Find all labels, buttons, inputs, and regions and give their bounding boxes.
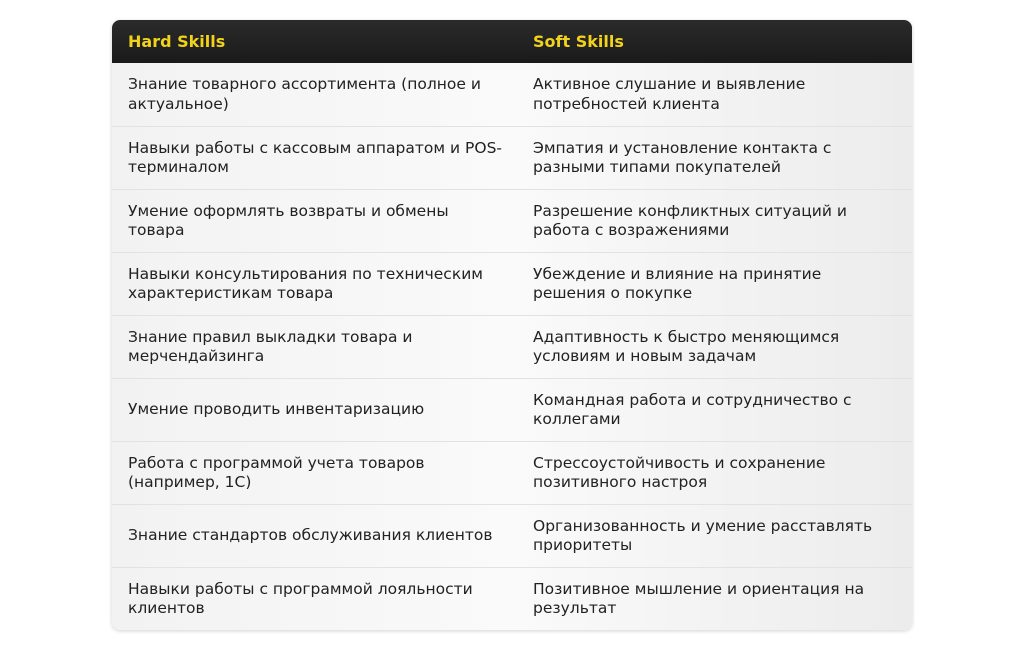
table-header	[112, 20, 912, 63]
hard-skill-cell: Знание стандартов обслуживания клиентов	[128, 526, 493, 545]
table-row	[112, 504, 912, 567]
table-row	[112, 63, 912, 126]
table-row	[112, 378, 912, 441]
header-hard-skills: Hard Skills	[128, 32, 226, 51]
table-row	[112, 126, 912, 189]
soft-skill-cell: Активное слушание и выявление потребностей клиента	[533, 75, 806, 113]
skills-table	[112, 20, 912, 630]
hard-skill-cell: Навыки работы с кассовым аппаратом и POS-терминалом	[128, 138, 503, 176]
table-row	[112, 252, 912, 315]
header-soft-skills: Soft Skills	[533, 32, 624, 51]
table-row	[112, 441, 912, 504]
hard-skill-cell: Навыки консультирования по техническим характеристикам товара	[128, 264, 483, 302]
table-row	[112, 567, 912, 630]
table-row	[112, 189, 912, 252]
soft-skill-cell: Позитивное мышление и ориентация на результат	[533, 579, 865, 617]
soft-skill-cell: Организованность и умение расставлять приоритеты	[533, 516, 873, 554]
soft-skill-cell: Командная работа и сотрудничество с коллегами	[533, 390, 852, 428]
hard-skill-cell: Навыки работы с программой лояльности клиентов	[128, 579, 473, 617]
hard-skill-cell: Умение оформлять возвраты и обмены товара	[128, 201, 449, 239]
hard-skill-cell: Знание правил выкладки товара и мерчендайзинга	[128, 327, 413, 365]
hard-skill-cell: Работа с программой учета товаров (например, 1С)	[128, 453, 425, 491]
soft-skill-cell: Разрешение конфликтных ситуаций и работа с возражениями	[533, 201, 847, 239]
soft-skill-cell: Адаптивность к быстро меняющимся условиям и новым задачам	[533, 327, 840, 365]
hard-skill-cell: Знание товарного ассортимента (полное и актуальное)	[128, 75, 481, 113]
table-row	[112, 315, 912, 378]
soft-skill-cell: Эмпатия и установление контакта с разными типами покупателей	[533, 138, 832, 176]
soft-skill-cell: Убеждение и влияние на принятие решения о покупке	[533, 264, 822, 302]
soft-skill-cell: Стрессоустойчивость и сохранение позитивного настроя	[533, 453, 826, 491]
table-body	[112, 63, 912, 630]
hard-skill-cell: Умение проводить инвентаризацию	[128, 400, 425, 419]
